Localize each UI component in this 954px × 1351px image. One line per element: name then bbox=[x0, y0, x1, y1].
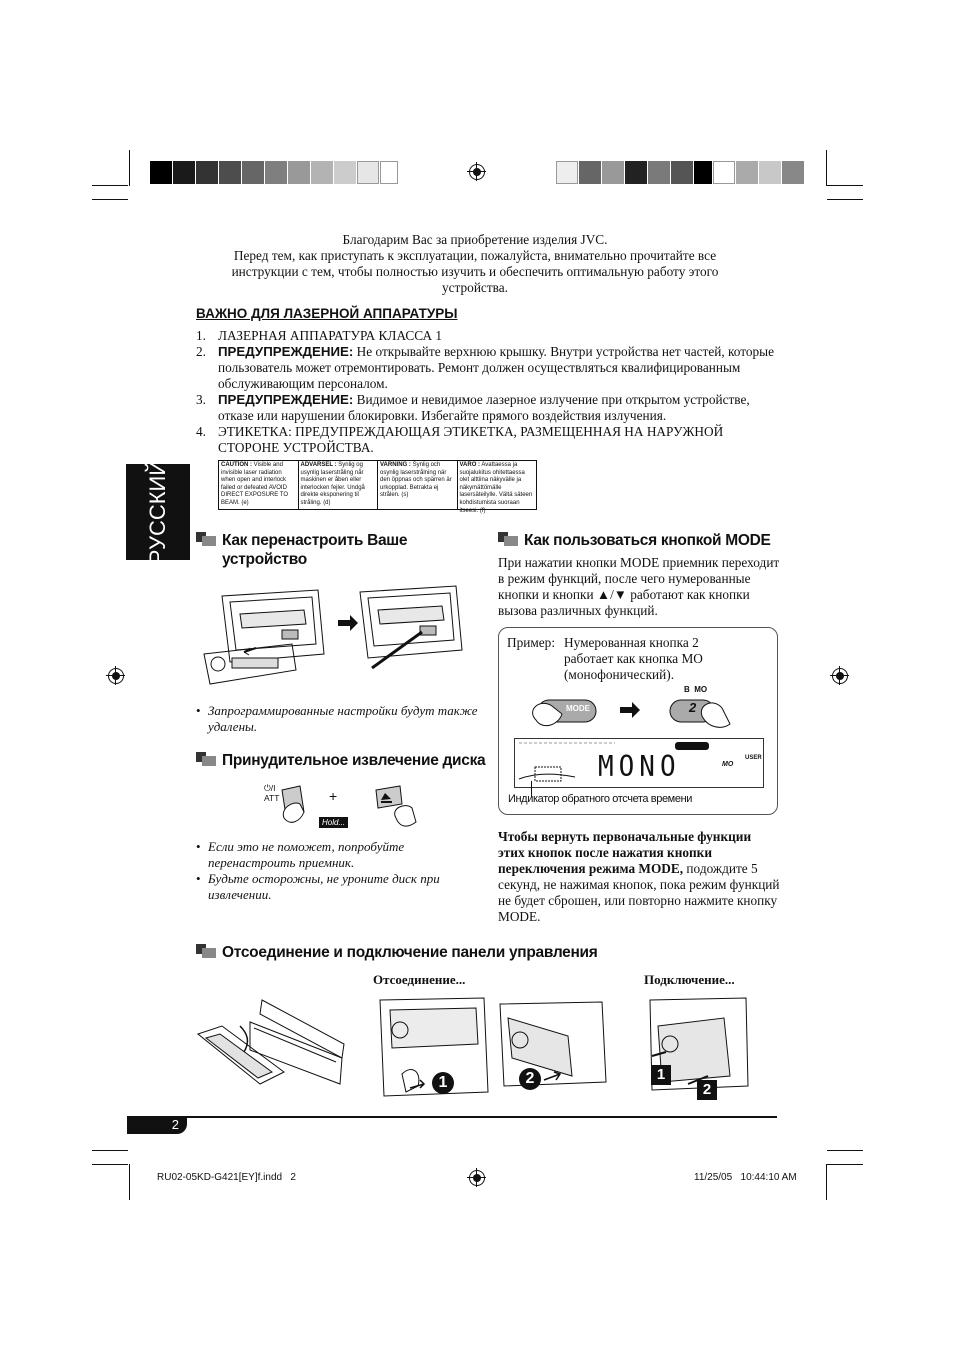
section-icon bbox=[498, 532, 518, 546]
list-item: • Будьте осторожны, не уроните диск при извлечении. bbox=[196, 871, 466, 903]
lcd-mo-indicator: MO bbox=[722, 761, 734, 768]
attach-step-2-badge: 2 bbox=[697, 1080, 717, 1100]
power-att-button-label: ⏻/I ATT bbox=[264, 783, 280, 803]
laser-warning-list bbox=[196, 328, 786, 456]
eject-section-title: Принудительное извлечение диска bbox=[222, 752, 486, 769]
mode-description: При нажатии кнопки MODE приемник переходит в режим функций, после чего нумерованные кнопки и кнопки ▲/▼ работают как кнопки вызова различных функций. bbox=[498, 555, 780, 618]
eject-notes bbox=[196, 839, 466, 903]
label-cell-fi: VARO : Avattaessa ja suojalukitus ohitettaessa olet alttiina näkyvälle ja näkymättömälle lasersäteilylle. Vältä säteen kohdistumista suoraan itseesi. (f) bbox=[459, 462, 533, 514]
list-item: 2. ПРЕДУПРЕЖДЕНИЕ: Не открывайте верхнюю крышку. Внутри устройства нет частей, которые пользователь может отремонтировать. Ремонт должен осуществляться квалифицированным обслуживающим персоналом. bbox=[196, 344, 775, 391]
section-icon bbox=[196, 944, 216, 958]
section-icon bbox=[196, 752, 216, 766]
laser-warning-label bbox=[218, 460, 537, 514]
label-cell-sv: VARNING : Synlig och osynlig laserstrålning när den öppnas och spärren är urkopplad. Betrakta ej strålen. (s) bbox=[378, 461, 458, 509]
detach-label: Отсоединение... bbox=[373, 972, 466, 987]
intro-text bbox=[200, 232, 750, 296]
hold-badge: Hold... bbox=[319, 817, 348, 828]
mode-return-text: Чтобы вернуть первоначальные функции этих кнопок после нажатия кнопки переключения режима MODE, подождите 5 секунд, не нажимая кнопок, пока режим функций не будет сброшен, или повторно нажмите кнопку MODE. bbox=[498, 829, 780, 924]
language-tab bbox=[126, 459, 190, 565]
plus-sign: + bbox=[329, 788, 338, 804]
list-item: 1. ЛАЗЕРНАЯ АППАРАТУРА КЛАССА 1 bbox=[196, 328, 443, 343]
section-icon bbox=[196, 532, 216, 546]
mode-button-illustration bbox=[516, 690, 760, 734]
countdown-caption: Индикатор обратного отсчета времени bbox=[508, 793, 692, 805]
file-slug: RU02-05KD-G421[EY]f.indd 2 bbox=[157, 1172, 296, 1183]
print-timestamp: 11/25/05 10:44:10 AM bbox=[694, 1172, 797, 1183]
label-cell-da: ADVARSEL : Synlig og usynlig laserstråling når maskinen er åben eller interlocken fejler. Undgå direkte eksponering til stråling. (d) bbox=[299, 461, 379, 509]
laser-section-title: ВАЖНО ДЛЯ ЛАЗЕРНОЙ АППАРАТУРЫ bbox=[196, 306, 458, 321]
registration-mark-right bbox=[832, 668, 848, 684]
label-cell-en: CAUTION : Visible and invisible laser radiation when open and interlock failed or defeated AVOID DIRECT EXPOSURE TO BEAM. (e) bbox=[219, 461, 299, 509]
attach-label: Подключение... bbox=[644, 972, 735, 987]
panel-section-title: Отсоединение и подключение панели управления bbox=[222, 944, 598, 961]
list-item: 3. ПРЕДУПРЕЖДЕНИЕ: Видимое и невидимое лазерное излучение при открытом устройстве, отказе или нарушении блокировки. Избегайте прямого воздействия излучения. bbox=[196, 392, 750, 423]
lcd-user-indicator: USER bbox=[745, 755, 762, 761]
lcd-mono-text: MONO bbox=[598, 750, 681, 784]
registration-mark-bottom bbox=[469, 1170, 485, 1186]
reset-illustration bbox=[200, 584, 468, 700]
list-item: • Если это не поможет, попробуйте перенастроить приемник. bbox=[196, 839, 466, 871]
number-2-button[interactable]: 2 bbox=[689, 700, 697, 715]
page-number: 2 bbox=[127, 1116, 187, 1134]
mode-section-title: Как пользоваться кнопкой MODE bbox=[524, 532, 771, 549]
button-2-caption: B MO bbox=[684, 685, 708, 694]
example-text: Нумерованная кнопка 2 работает как кнопка MO (монофонический). bbox=[564, 635, 703, 682]
panel-case-illustration bbox=[192, 994, 352, 1094]
intro-instructions: Перед тем, как приступать к эксплуатации, пожалуйста, внимательно прочитайте все инструкции с тем, чтобы полностью изучить и обеспечить оптимальную работу этого устройства. bbox=[231, 248, 719, 295]
detach-step-1-badge: 1 bbox=[432, 1072, 454, 1094]
example-label: Пример: bbox=[507, 635, 556, 650]
registration-mark-left bbox=[108, 668, 124, 684]
intro-thanks: Благодарим Вас за приобретение изделия JVC. bbox=[342, 232, 608, 247]
footer-rule bbox=[127, 1116, 777, 1118]
language-tab-label: РУССКИЙ bbox=[145, 459, 170, 565]
mode-button[interactable]: MODE bbox=[566, 704, 590, 713]
list-item: 4. ЭТИКЕТКА: ПРЕДУПРЕЖДАЮЩАЯ ЭТИКЕТКА, РАЗМЕЩЕННАЯ НА НАРУЖНОЙ СТОРОНЕ УСТРОЙСТВА. bbox=[196, 424, 724, 455]
registration-mark-top bbox=[469, 164, 485, 180]
detach-illustration bbox=[376, 996, 608, 1104]
reset-section-title: Как перенастроить Ваше устройство bbox=[222, 532, 408, 568]
reset-note: • Запрограммированные настройки будут также удалены. bbox=[196, 703, 478, 735]
detach-step-2-badge: 2 bbox=[519, 1068, 541, 1090]
attach-step-1-badge: 1 bbox=[651, 1065, 671, 1085]
